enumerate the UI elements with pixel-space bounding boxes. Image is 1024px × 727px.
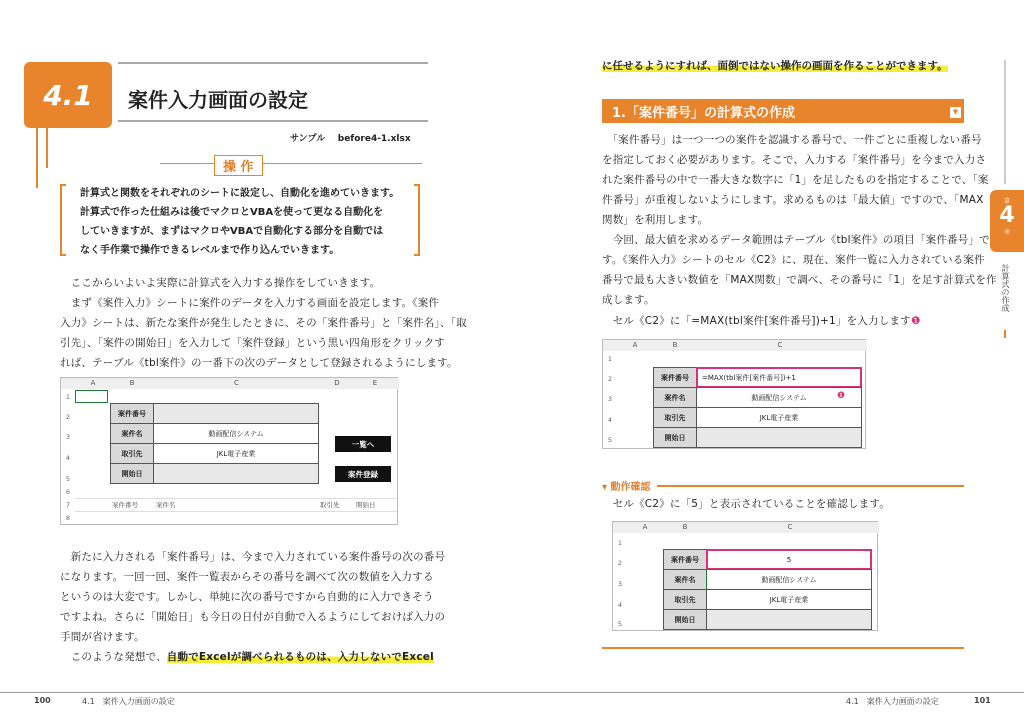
value-cell: JKL電子産業 — [706, 589, 872, 610]
section-number-badge — [24, 62, 112, 128]
footer-rule — [512, 692, 1024, 693]
text-line: 成します。 — [602, 294, 655, 306]
row-number: 4 — [617, 601, 623, 609]
check-text: セル《C2》に「5」と表示されていることを確認します。 — [602, 498, 890, 510]
row-number: 8 — [65, 514, 71, 522]
check-label-text: 動作確認 — [610, 482, 651, 493]
result-cell: 5 — [706, 549, 872, 570]
value-cell — [153, 463, 319, 484]
text-line: れた案件番号の中で一番大きな数字に「1」を足したものを指定することで、「案 — [602, 174, 989, 186]
page-title: 案件入力画面の設定 — [128, 88, 308, 112]
chapter-tab-suffix: 章 — [1003, 229, 1010, 236]
row-number: 7 — [65, 501, 71, 509]
chevron-down-icon: ▼ — [950, 107, 961, 118]
text-line — [60, 647, 445, 667]
column-header: B — [653, 341, 697, 349]
text-line: 関数」を利用します。 — [602, 214, 709, 226]
badge-tail-decoration — [36, 128, 38, 188]
label-cell: 開始日 — [663, 609, 707, 630]
text-line: というのは大変です。しかし、単純に次の番号ですから自動的に入力できそう — [60, 591, 434, 603]
section-heading: 1.「案件番号」の計算式の作成 — [612, 106, 795, 121]
value-cell: 動画配信システム — [153, 423, 319, 444]
highlighted-text: に任せるようにすれば、面倒ではない操作の画面を作ることができます。 — [602, 60, 948, 72]
title-bottom-rule — [118, 120, 428, 122]
row-number: 5 — [617, 620, 623, 628]
text-line: 入力》シートは、新たな案件が発生したときに、その「案件番号」と「案件名」、「取 — [60, 317, 467, 329]
column-header: B — [110, 379, 154, 387]
footer-section-left: 4.1 案件入力画面の設定 — [82, 697, 175, 706]
column-header: E — [355, 379, 395, 387]
row-number: 1 — [65, 393, 71, 401]
table-header-cell: 案件名 — [156, 501, 176, 509]
label-cell: 案件名 — [663, 569, 707, 590]
page-number-left: 100 — [34, 696, 51, 705]
operation-line: なく手作業で操作できるレベルまで作り込んでいきます。 — [80, 245, 340, 256]
label-cell: 案件番号 — [653, 367, 697, 388]
value-cell — [696, 427, 862, 448]
highlighted-text: 自動でExcelが調べられるものは、入力しないでExcel — [166, 651, 434, 663]
value-cell: 動画配信システム — [706, 569, 872, 590]
marker-1-icon: ❶ — [837, 391, 846, 401]
goto-list-button[interactable]: 一覧へ — [335, 436, 391, 452]
tab-track-line — [1004, 60, 1006, 184]
text-line: 今回、最大値を求めるデータ範囲はテーブル《tbl案件》の項目「案件番号」で — [602, 234, 990, 246]
row-number: 4 — [607, 416, 613, 424]
sample-file: before4-1.xlsx — [337, 134, 411, 144]
gridline — [75, 511, 397, 512]
text-line: ですよね。さらに「開始日」も今日の日付が自動で入るようにしておけば入力の — [60, 611, 446, 623]
footer-section-right: 4.1 案件入力画面の設定 — [846, 697, 939, 706]
text-line: ここからいよいよ実際に計算式を入力する操作をしていきます。 — [60, 277, 381, 289]
row-number: 2 — [617, 559, 623, 567]
text-line: 手間が省けます。 — [60, 631, 145, 643]
column-header: D — [319, 379, 355, 387]
operation-line: 計算式と関数をそれぞれのシートに設定し、自動化を進めていきます。 — [80, 188, 400, 199]
operation-rule — [160, 163, 422, 164]
column-header: C — [154, 379, 319, 387]
instruction-line — [602, 311, 920, 331]
tab-track-marker — [1004, 330, 1006, 338]
sample-label: サンプル — [290, 134, 326, 144]
text-line: 件番号」が重複しないようにします。求めるものは「最大値」ですので、「MAX — [602, 194, 984, 206]
spreadsheet-screenshot-1 — [60, 377, 398, 525]
text-line: 番号で最も大きい数値を「MAX関数」で調べ、その番号に「1」を足す計算式を作 — [602, 274, 997, 286]
chapter-tab[interactable] — [990, 190, 1024, 252]
column-header: A — [617, 341, 653, 349]
value-cell: JKL電子産業 — [153, 443, 319, 464]
text-line: 引先」、「案件の開始日」を入力して「案件登録」という黒い四角形をクリックす — [60, 337, 445, 349]
label-cell: 開始日 — [653, 427, 697, 448]
column-header: A — [76, 379, 110, 387]
bracket-left — [60, 184, 66, 256]
label-cell: 取引先 — [663, 589, 707, 610]
label-cell: 開始日 — [110, 463, 154, 484]
footer-rule — [0, 692, 512, 693]
instruction-text: セル《C2》に「=MAX(tbl案件[案件番号])+1」を入力します — [602, 315, 911, 327]
text-line: まず《案件入力》シートに案件のデータを入力する画面を設定します。《案件 — [60, 297, 440, 309]
text-line: す。《案件入力》シートのセル《C2》に、現在、案件一覧に入力されている案件 — [602, 254, 985, 266]
bottom-rule — [602, 647, 964, 649]
row-number: 5 — [607, 436, 613, 444]
row-number: 2 — [65, 413, 71, 421]
text-line: 新たに入力される「案件番号」は、今まで入力されている案件番号の次の番号 — [60, 551, 446, 563]
spreadsheet-screenshot-3 — [612, 521, 878, 631]
value-cell — [153, 403, 319, 424]
value-cell: JKL電子産業 — [696, 407, 862, 428]
row-number: 5 — [65, 475, 71, 483]
chapter-tab-number: 4 — [999, 203, 1015, 228]
body-paragraph-1 — [60, 273, 467, 373]
row-number: 3 — [65, 433, 71, 441]
table-header-cell: 開始日 — [356, 501, 376, 509]
page-number-right: 101 — [974, 696, 991, 705]
row-number: 3 — [617, 580, 623, 588]
label-cell: 取引先 — [653, 407, 697, 428]
section-heading-bar — [602, 99, 964, 123]
text-line: 「案件番号」は一つ一つの案件を認識する番号で、一件ごとに重複しない番号 — [602, 134, 982, 146]
text-line: になります。一回一回、案件一覧表からその番号を調べて次の数値を入力する — [60, 571, 434, 583]
register-case-button[interactable]: 案件登録 — [335, 466, 391, 482]
row-number: 4 — [65, 454, 71, 462]
value-cell: 動画配信システム — [696, 387, 862, 408]
text-line: れば、テーブル《tbl案件》の一番下の次のデータとして登録されるようにします。 — [60, 357, 458, 369]
row-number: 2 — [607, 375, 613, 383]
continued-text — [602, 58, 948, 73]
operation-line: 計算式で作った仕組みは後でマクロとVBAを使って更なる自動化を — [80, 207, 384, 218]
selected-cell — [75, 390, 108, 403]
formula-cell: =MAX(tbl案件[案件番号])+1 — [696, 367, 862, 388]
text-segment: このような発想で、 — [60, 651, 167, 663]
label-cell: 案件番号 — [110, 403, 154, 424]
operation-line: していきますが、まずはマクロやVBAで自動化する部分を自動では — [80, 226, 384, 237]
operation-label: 操 作 — [214, 155, 263, 176]
label-cell: 案件番号 — [663, 549, 707, 570]
chapter-topic: 計算式の作成 — [1001, 264, 1010, 312]
badge-tail-decoration — [46, 128, 48, 168]
operation-text — [80, 184, 399, 260]
section-number: 4.1 — [43, 78, 93, 112]
column-header: B — [663, 523, 707, 531]
text-line: を指定しておく必要があります。そこで、入力する「案件番号」を今まで入力さ — [602, 154, 987, 166]
marker-1-icon: ❶ — [910, 315, 921, 327]
bracket-right — [414, 184, 420, 256]
sample-file-line — [290, 131, 411, 144]
label-cell: 案件名 — [653, 387, 697, 408]
right-paragraph-1 — [602, 130, 997, 310]
label-cell: 案件名 — [110, 423, 154, 444]
table-header-cell: 取引先 — [320, 501, 340, 509]
spreadsheet-screenshot-2 — [602, 339, 866, 449]
column-header: A — [627, 523, 663, 531]
body-paragraph-2 — [60, 547, 445, 667]
title-top-rule — [118, 62, 428, 64]
gridline — [75, 498, 397, 499]
table-header-cell: 案件番号 — [112, 501, 138, 509]
row-number: 6 — [65, 488, 71, 496]
column-header: C — [707, 523, 873, 531]
check-label: ▾ 動作確認 — [602, 478, 657, 493]
column-header: C — [697, 341, 863, 349]
row-number: 3 — [607, 395, 613, 403]
label-cell: 取引先 — [110, 443, 154, 464]
value-cell — [706, 609, 872, 630]
row-number: 1 — [617, 539, 623, 547]
chapter-tab-prefix: 第 — [1003, 198, 1010, 205]
row-number: 1 — [607, 355, 613, 363]
